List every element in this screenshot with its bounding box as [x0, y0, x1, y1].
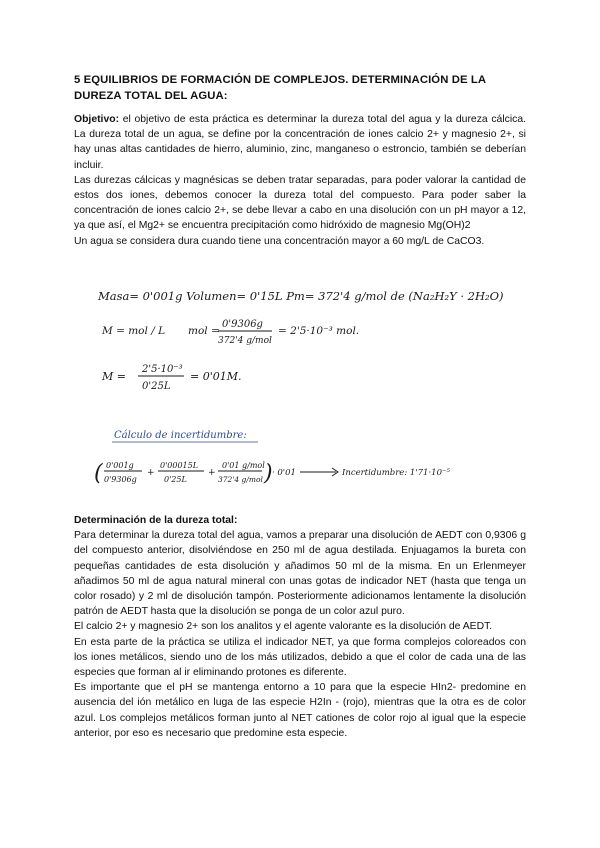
objetivo-paragraph-2: Las durezas cálcicas y magnésicas se deben tratar separadas, para poder valorar la cantidad de estos dos iones, debemos conocer la dureza total del compuesto. Para poder saber la concentración de iones calcio 2+, se debe llevar a cabo en una disolución con un pH mayor a 12, ya que así, el Mg2+ se encuentra precipitación como hidróxido de magnesio Mg(OH)2 — [74, 174, 526, 232]
hw-mol-denominator: 372'4 g/mol — [218, 336, 272, 346]
hw-plus-1: + — [147, 468, 155, 478]
hw-mol-result: = 2'5·10⁻³ mol. — [278, 325, 360, 337]
dureza-paragraph-4: Es importante que el pH se mantenga entorno a 10 para que la especie HIn2- predomine en ausencia del ión metálico en luga de las especie H2In - (rojo), mientras que la otra es de color azul. Los complejos metálicos forman junto al NET cationes de color rojo al igual que la especie anterior, por eso es necesario que predomine esta especie. — [74, 682, 526, 739]
hw-masa-line: Masa= 0'001g Volumen= 0'15L Pm= 372'4 g/mol de (Na₂H₂Y · 2H₂O) — [98, 289, 504, 303]
hw-m-result: = 0'01M. — [190, 370, 242, 383]
objetivo-label: Objetivo: — [74, 114, 120, 125]
dureza-heading: Determinación de la dureza total: — [74, 515, 238, 526]
hw-plus-2: + — [208, 468, 216, 478]
hw-close-paren: ) — [264, 461, 273, 486]
hw-mol-numerator: 0'9306g — [222, 319, 263, 330]
hw-uncertainty-title: Cálculo de incertidumbre: — [114, 430, 247, 441]
hw-unc-f3-num: 0'01 g/mol — [222, 461, 265, 470]
hw-unc-f2-den: 0'25L — [164, 475, 187, 484]
hw-m-definition: M = mol / L — [102, 325, 166, 337]
objetivo-paragraph-3: Un agua se considera dura cuando tiene una concentración mayor a 60 mg/L de CaCO3. — [74, 235, 485, 247]
dureza-paragraph-2: El calcio 2+ y magnesio 2+ son los analitos y el agente valorante es la disolución de AEDT. — [74, 621, 493, 633]
objetivo-section — [74, 112, 526, 249]
dureza-paragraph-1: Para determinar la dureza total del agua, vamos a preparar una disolución de AEDT con 0,9306 g del compuesto anterior, disolviéndose en 250 ml de agua destilada. Enjuagamos la bureta con pequeñas cantidades de esta disolución y añadimos 50 ml de la misma. En un Erlenmeyer añadimos 50 ml de agua natural mineral con unas gotas de indicador NET (hasta que tenga un color rosado) y 2 ml de disolución tampón. Posteriormente adicionamos lentamente la disolución patrón de AEDT hasta que la disolución se ponga de un color azul puro. — [74, 530, 526, 618]
hw-open-paren: ( — [94, 461, 103, 486]
hw-m-lhs: M = — [102, 370, 126, 383]
dureza-paragraph-3: En esta parte de la práctica se utiliza el indicador NET, ya que forma complejos coloreados con los iones metálicos, siendo uno de los más utilizados, debido a que el color de cada una de las especies que forman al ir eliminando protones es diferente. — [74, 636, 526, 679]
dureza-section — [74, 513, 526, 741]
handwritten-calculations — [0, 270, 600, 500]
section-title: 5 EQUILIBRIOS DE FORMACIÓN DE COMPLEJOS. DETERMINACIÓN DE LA DUREZA TOTAL DEL AGUA: — [74, 74, 486, 102]
hw-mol-lhs: mol = — [188, 325, 220, 337]
hw-m-numerator: 2'5·10⁻³ — [142, 364, 183, 375]
objetivo-paragraph-1 — [74, 112, 526, 173]
hw-unc-f2-num: 0'00015L — [160, 461, 199, 470]
hw-m-denominator: 0'25L — [142, 381, 171, 392]
hw-unc-f3-den: 372'4 g/mol — [218, 475, 263, 484]
hw-unc-f1-den: 0'9306g — [104, 475, 137, 484]
hw-unc-tail: · 0'01 — [272, 468, 296, 478]
hw-unc-f1-num: 0'001g — [106, 461, 134, 470]
hw-unc-result: Incertidumbre: 1'71·10⁻⁵ — [342, 468, 450, 478]
objetivo-text: el objetivo de esta práctica es determinar la dureza total del agua y la dureza cálcica. La dureza total de un agua, se define por la concentración de iones calcio 2+ y magnesio 2+, si hay unas altas cantidades de hierro, aluminio, zinc, manganeso o estroncio, también se deberían incluir. — [74, 114, 526, 171]
